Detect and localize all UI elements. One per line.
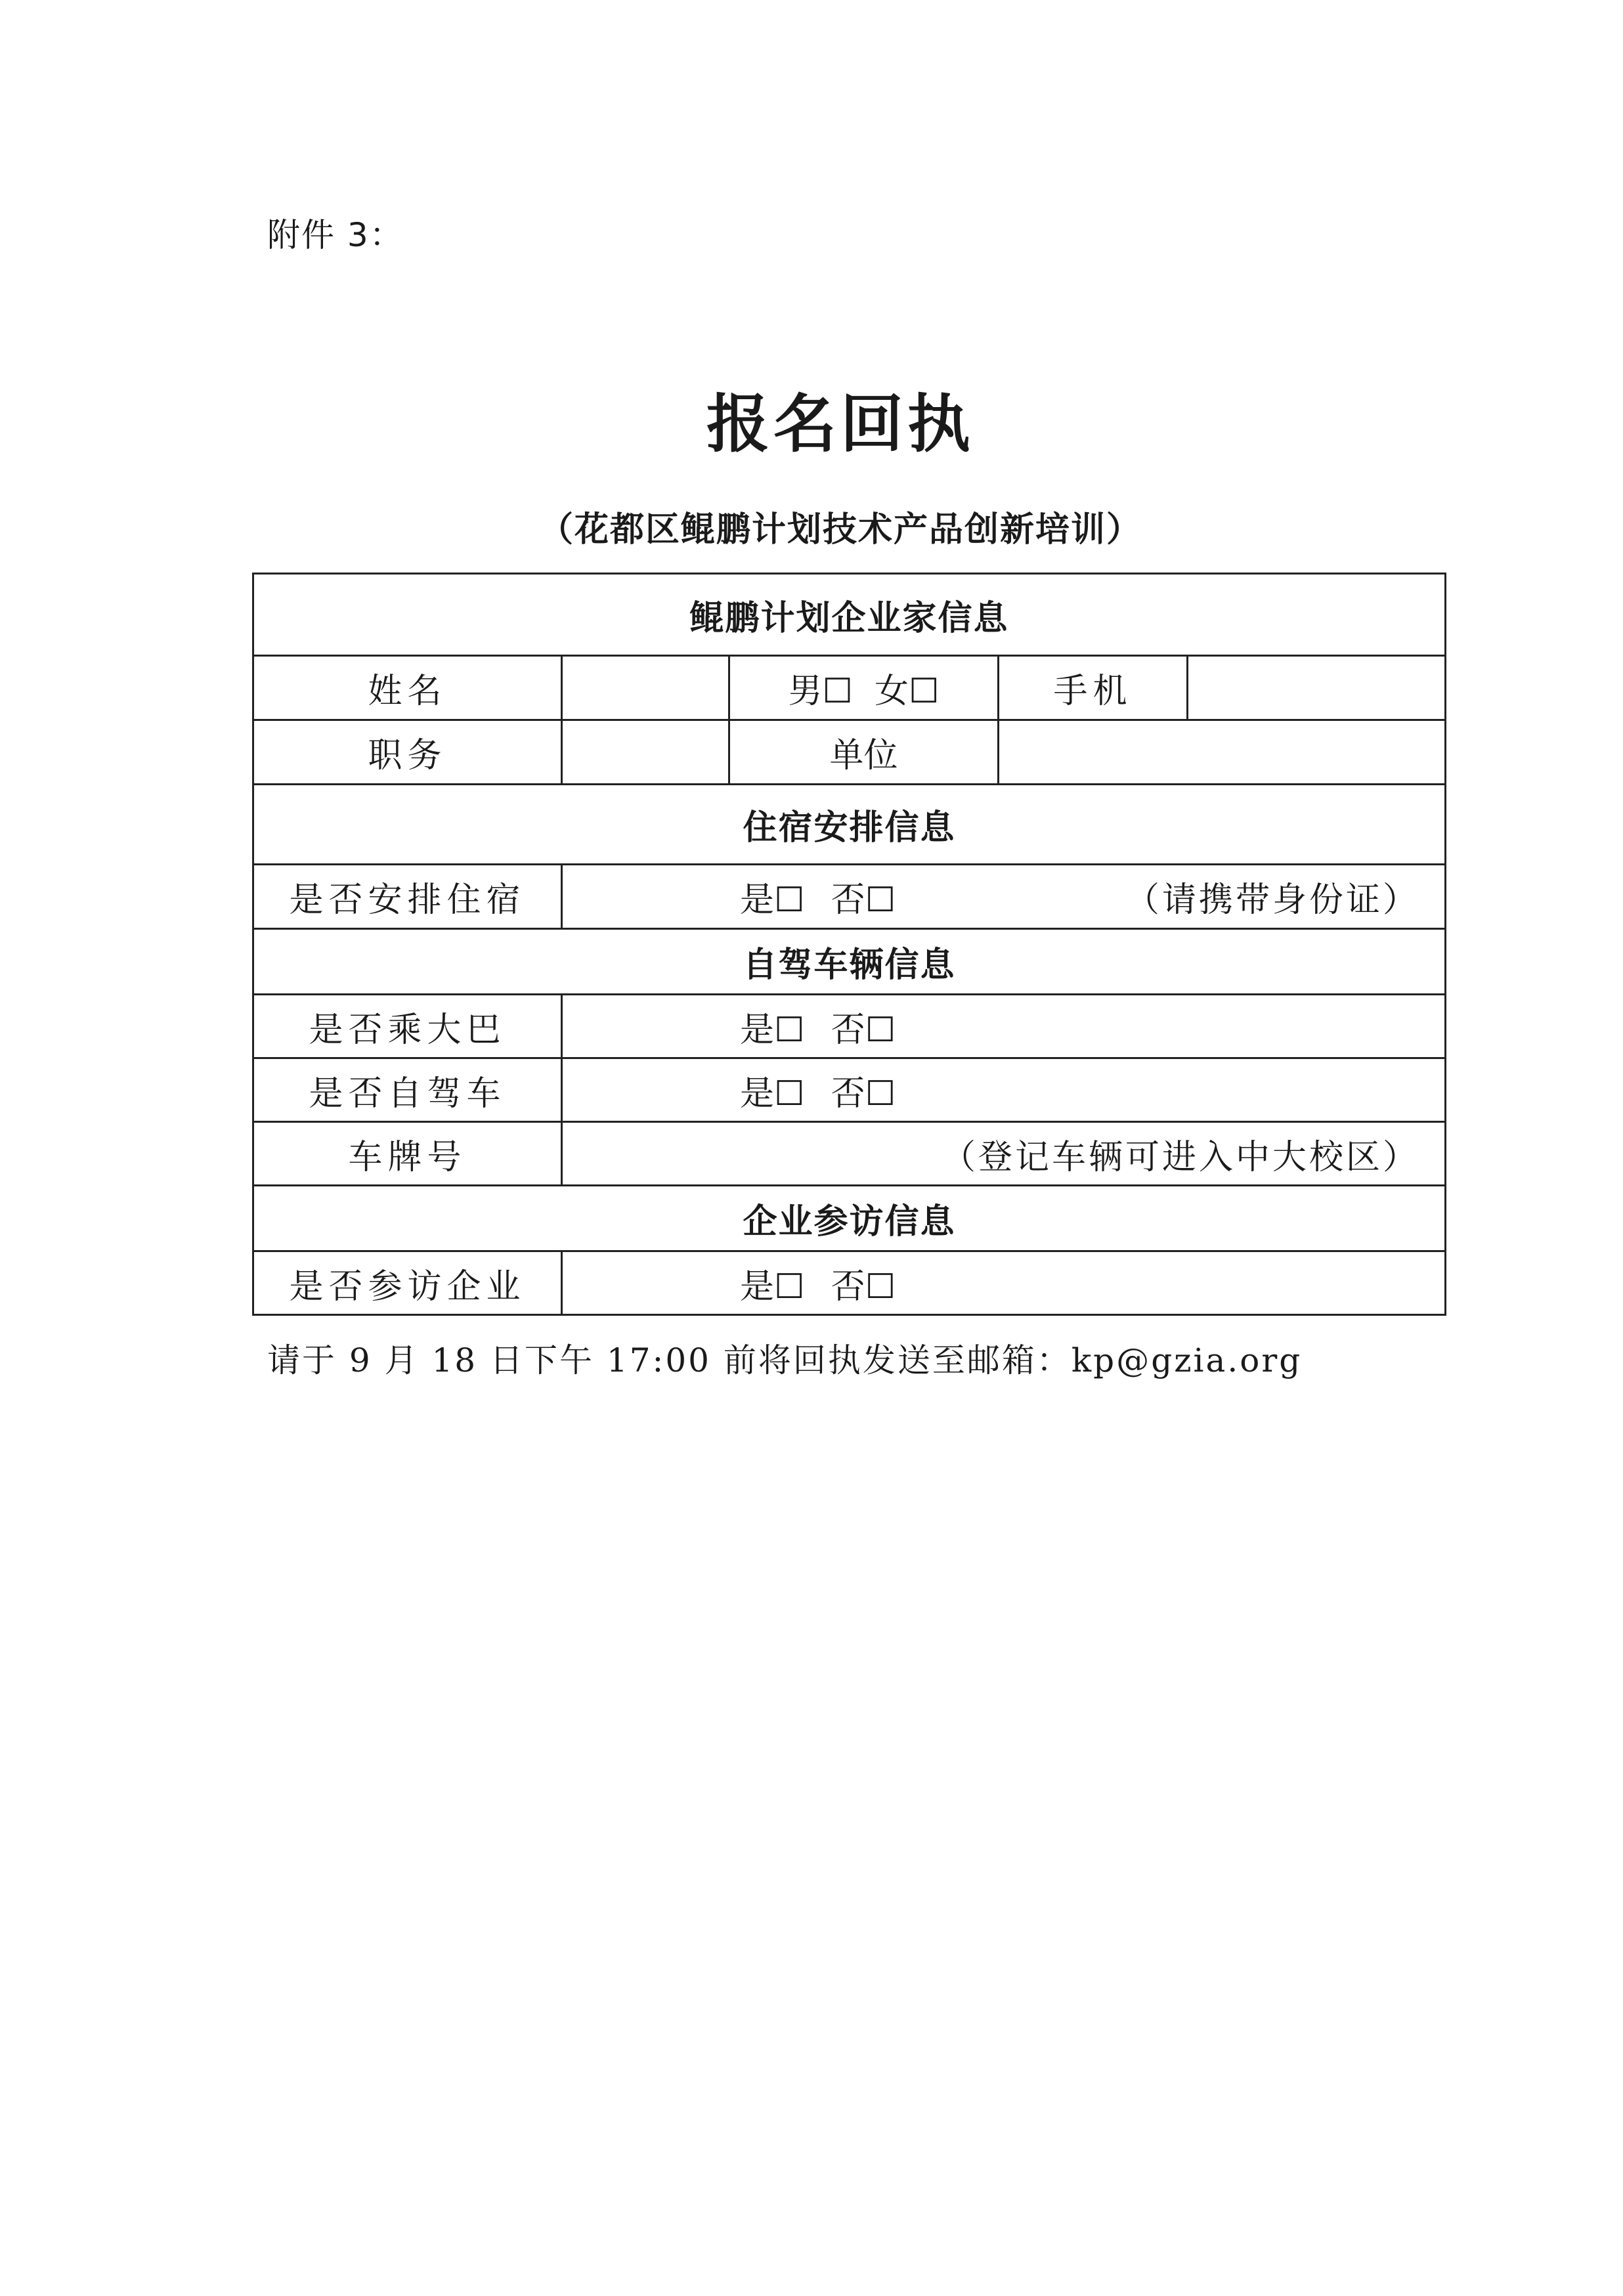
bus-no-checkbox[interactable]: 否☐ <box>831 1010 896 1050</box>
visit-yes-checkbox[interactable]: 是☐ <box>740 1267 805 1307</box>
gender-female-checkbox[interactable]: 女☐ <box>875 672 940 711</box>
bus-label: 是否乘大巴 <box>253 995 562 1058</box>
selfdrive-no-checkbox[interactable]: 否☐ <box>831 1073 896 1114</box>
lodging-yes-checkbox[interactable]: 是☐ <box>740 880 805 920</box>
plate-label: 车牌号 <box>253 1122 562 1186</box>
section-row-visit <box>253 1186 1446 1251</box>
section-header-visit: 企业参访信息 <box>253 1186 1446 1251</box>
table-row <box>253 995 1446 1058</box>
selfdrive-options <box>562 1058 1446 1122</box>
position-field[interactable] <box>562 720 729 785</box>
page-subtitle: （花都区鲲鹏计划技术产品创新培训） <box>538 509 1142 550</box>
lodging-note: （请携带身份证） <box>1125 880 1420 920</box>
bus-options <box>562 995 1446 1058</box>
plate-field[interactable] <box>562 1122 1446 1186</box>
section-header-vehicle: 自驾车辆信息 <box>253 929 1446 995</box>
selfdrive-label: 是否自驾车 <box>253 1058 562 1122</box>
gender-field <box>729 656 999 720</box>
submission-note: 请于 9 月 18 日下午 17:00 前将回执发送至邮箱：kp@gzia.org <box>267 1341 1303 1379</box>
name-field[interactable] <box>562 656 729 720</box>
selfdrive-yes-checkbox[interactable]: 是☐ <box>740 1073 805 1114</box>
visit-label: 是否参访企业 <box>253 1251 562 1315</box>
section-row-lodging <box>253 785 1446 865</box>
table-row <box>253 656 1446 720</box>
page-title: 报名回执 <box>706 387 974 461</box>
visit-no-checkbox[interactable]: 否☐ <box>831 1267 896 1307</box>
lodging-options <box>562 865 1446 929</box>
table-row <box>253 865 1446 929</box>
position-label: 职务 <box>253 720 562 785</box>
company-label: 单位 <box>729 720 999 785</box>
company-field[interactable] <box>999 720 1446 785</box>
section-header-lodging: 住宿安排信息 <box>253 785 1446 865</box>
gender-male-checkbox[interactable]: 男☐ <box>788 672 853 711</box>
name-label: 姓名 <box>253 656 562 720</box>
visit-options <box>562 1251 1446 1315</box>
attachment-label: 附件 3： <box>267 216 404 254</box>
table-row <box>253 720 1446 785</box>
table-row <box>253 1122 1446 1186</box>
plate-note: （登记车辆可进入中大校区） <box>941 1137 1420 1177</box>
phone-label: 手机 <box>999 656 1188 720</box>
section-row-entrepreneur <box>253 574 1446 656</box>
section-header-entrepreneur: 鲲鹏计划企业家信息 <box>253 574 1446 656</box>
lodging-no-checkbox[interactable]: 否☐ <box>831 880 896 920</box>
table-row <box>253 1251 1446 1315</box>
bus-yes-checkbox[interactable]: 是☐ <box>740 1010 805 1050</box>
registration-form <box>252 573 1446 1316</box>
table-row <box>253 1058 1446 1122</box>
section-row-vehicle <box>253 929 1446 995</box>
phone-field[interactable] <box>1188 656 1446 720</box>
lodging-label: 是否安排住宿 <box>253 865 562 929</box>
